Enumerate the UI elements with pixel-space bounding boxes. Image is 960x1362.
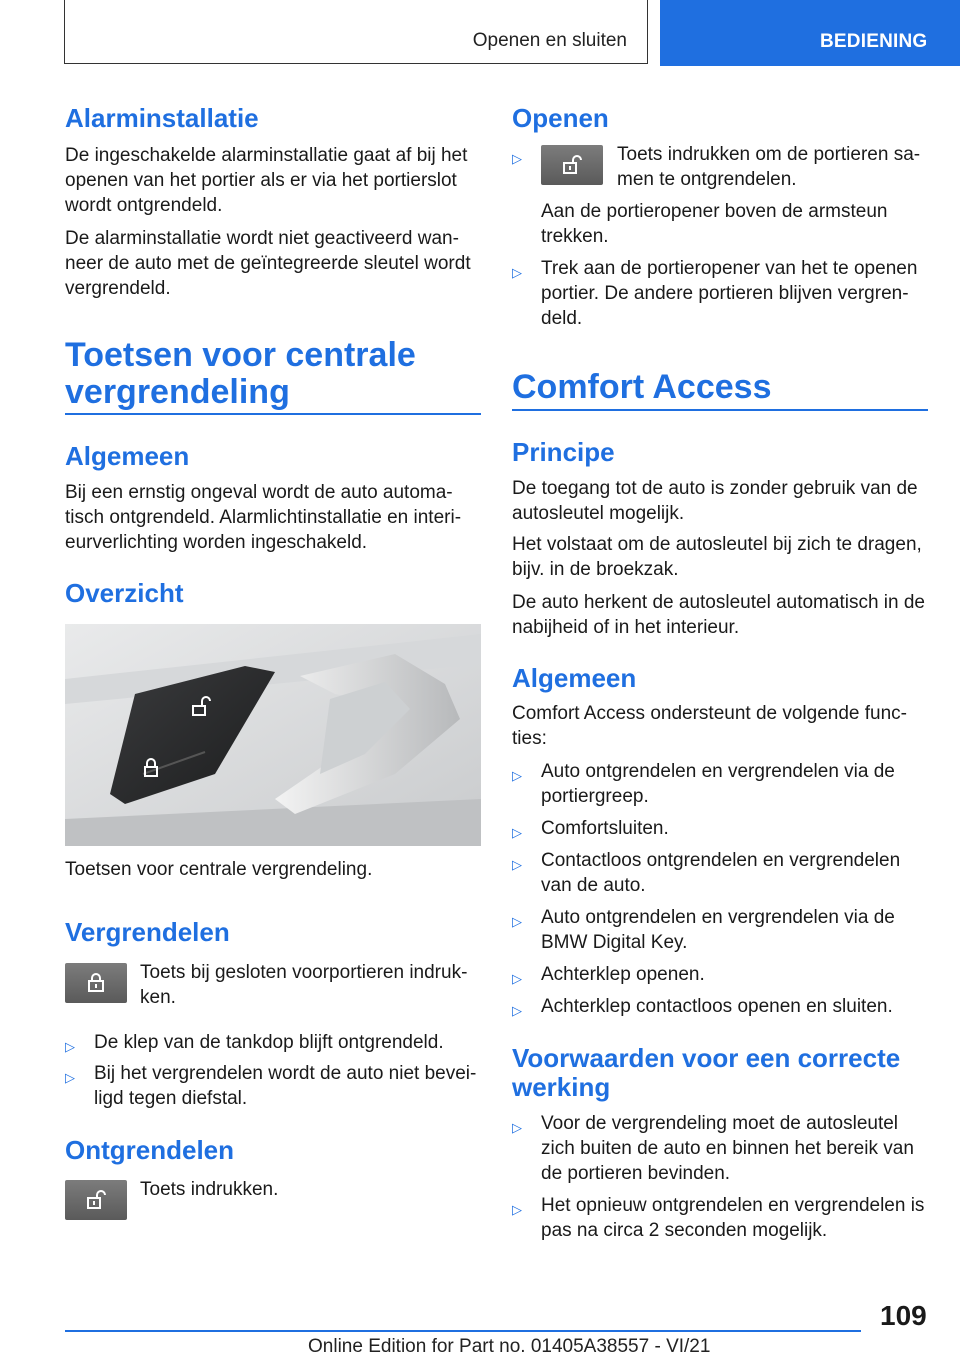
bullet-triangle-icon: ▷ [512,825,522,840]
list-item: ▷ De klep van de tankdop blijft ontgrendeld. [65,1030,481,1055]
header-section-box [64,0,648,64]
list-item: ▷ Achterklep openen. [512,962,928,987]
heading-algemeen-right: Algemeen [512,663,637,693]
alarm-paragraph-1: De ingeschakelde alarminstallatie gaat af bij het openen van het portier als er via het portierslot wordt ontgrendeld. [65,145,468,216]
heading-voorwaarden: Voorwaarden voor een correcte werking [512,1043,901,1102]
list-item: ▷ Auto ontgrendelen en vergrendelen via de BMW Digital Key. [512,907,895,953]
section-title-central-locking: Toetsen voor centrale vergrendeling [65,336,416,411]
header-chapter-label: BEDIENING [820,31,928,52]
algemeen-paragraph: Bij een ernstig ongeval wordt de auto automa‐tisch ontgrendeld. Alarmlichtinstallatie en interi‐eurverlichting worden ingeschakeld. [65,482,462,553]
algemeen-right-paragraph: Comfort Access ondersteunt de volgende func‐ties: [512,703,908,749]
bullet-triangle-icon: ▷ [512,265,522,280]
list-item: ▷ Trek aan de portieropener van het te openen portier. De andere portieren blijven vergren‐deld. [512,258,918,329]
bullet-triangle-icon: ▷ [512,914,522,929]
bullet-triangle-icon: ▷ [512,151,522,166]
footer-edition: Online Edition for Part no. 01405A38557 - VI/21 [308,1336,711,1357]
door-panel-photo [65,624,481,846]
lock-button-icon [65,963,127,1003]
section-title-rule [512,409,928,411]
list-item: ▷ Contactloos ontgrendelen en vergrendelen van de auto. [512,850,901,896]
openen-item-1: Toets indrukken om de portieren sa‐men te ontgrendelen. [617,144,921,190]
bullet-triangle-icon: ▷ [512,1120,522,1135]
openen-item-1-sub: Aan de portieropener boven de armsteun trekken. [541,201,888,247]
bullet-triangle-icon: ▷ [512,857,522,872]
section-title-rule [65,413,481,415]
list-item: ▷ Bij het vergrendelen wordt de auto niet bevei‐ligd tegen diefstal. [65,1063,477,1109]
heading-overzicht: Overzicht [65,578,184,608]
unlock-button-icon [541,145,603,185]
heading-principe: Principe [512,437,615,467]
principe-paragraph-1: De toegang tot de auto is zonder gebruik van de autosleutel mogelijk. [512,478,918,524]
list-item: ▷ Comfortsluiten. [512,816,928,841]
heading-ontgrendelen: Ontgrendelen [65,1135,235,1165]
bullet-triangle-icon: ▷ [512,768,522,783]
list-item: ▷ Auto ontgrendelen en vergrendelen via de portiergreep. [512,761,895,807]
list-item: ▷ Het opnieuw ontgrendelen en vergrendelen is pas na circa 2 seconden mogelijk. [512,1195,925,1241]
bullet-triangle-icon: ▷ [65,1070,75,1085]
heading-vergrendelen: Vergrendelen [65,917,230,947]
bullet-triangle-icon: ▷ [512,971,522,986]
header-section-title: Openen en sluiten [472,30,627,51]
page-number: 109 [880,1300,927,1331]
header-chapter-tab [660,0,960,66]
principe-paragraph-3: De auto herkent de autosleutel automatisch in de nabijheid of in het interieur. [512,592,925,638]
section-title-comfort-access: Comfort Access [512,368,772,406]
ontgrendelen-text: Toets indrukken. [140,1179,279,1200]
heading-openen: Openen [512,103,609,133]
bullet-triangle-icon: ▷ [512,1003,522,1018]
list-item: ▷ Voor de vergrendeling moet de autosleutel zich buiten de auto en binnen het bereik van de portieren bevinden. [512,1113,914,1184]
heading-algemeen-left: Algemeen [65,441,190,471]
unlock-button-icon [65,1180,127,1220]
vergrendelen-text: Toets bij gesloten voorportieren indruk‐ken. [140,962,468,1008]
principe-paragraph-2: Het volstaat om de autosleutel bij zich te dragen, bijv. in de broekzak. [512,534,922,580]
bullet-triangle-icon: ▷ [65,1039,75,1054]
alarm-paragraph-2: De alarminstallatie wordt niet geactiveerd wan‐neer de auto met de geïntegreerde sleutel wordt vergrendeld. [65,228,471,299]
photo-caption: Toetsen voor centrale vergrendeling. [65,859,373,880]
heading-alarm: Alarminstallatie [65,103,259,133]
door-panel-illustration [65,624,481,846]
bullet-triangle-icon: ▷ [512,1202,522,1217]
page-header [0,0,960,66]
list-item: ▷ Achterklep contactloos openen en sluiten. [512,994,928,1019]
footer-rule [65,1330,861,1332]
